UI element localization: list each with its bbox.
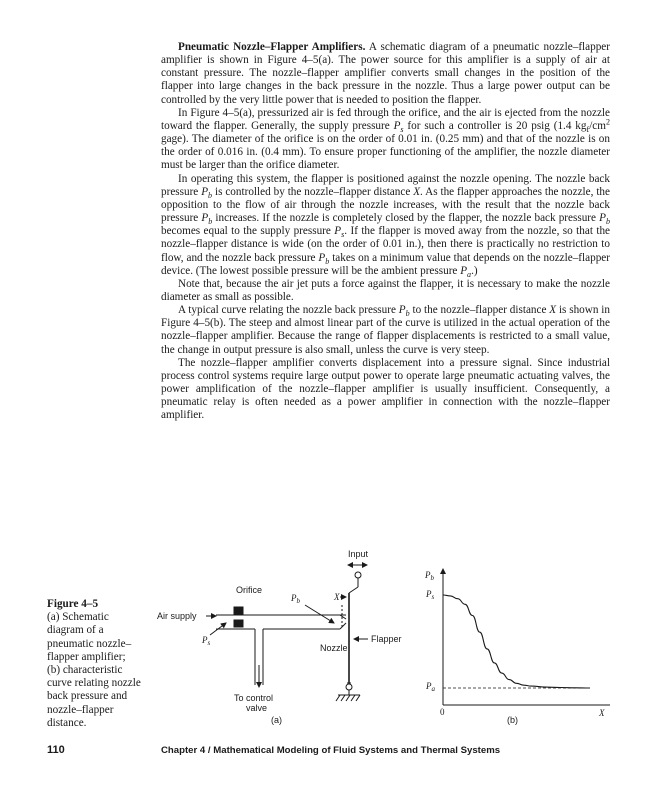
pa-subscript: a [431,685,435,693]
symbol-p: P [599,212,606,225]
p2-text-c: /cm [589,119,606,132]
ps-symbol: P [426,589,432,599]
symbol-p: P [318,251,326,264]
nozzle-taper [340,623,346,629]
symbol-p: P [393,119,401,132]
figure-caption [47,598,152,730]
nozzle-taper-top [340,615,346,619]
paragraph-3 [161,173,610,278]
page-number: 110 [47,744,65,756]
input-label: Input [348,549,369,559]
caption-line: (b) characteristic [47,664,123,677]
caption-line: diagram of a [47,624,104,637]
paragraph-4: Note that, because the air jet puts a force against the flapper, it is necessary to make the nozzle diameter as small as possible. [161,277,610,303]
panel-a-label: (a) [271,715,282,725]
pb-symbol: P [425,570,431,580]
orifice-label: Orifice [236,585,263,595]
ground-hatch [356,695,360,701]
subscript-b: b [208,217,213,227]
p3-text-e: becomes equal to the supply pressure [161,225,335,238]
caption-line: flapper amplifier; [47,650,126,663]
caption-line: back pressure and [47,690,128,703]
pb-subscript: b [296,597,300,605]
air-supply-label: Air supply [157,611,197,621]
symbol-p: P [334,225,342,238]
p3-text-d: increases. If the nozzle is completely closed by the flapper, the nozzle back pressure [212,212,600,225]
body-text [161,41,610,423]
orifice-bottom [234,620,243,627]
pb-curve [443,595,590,688]
flapper-label: Flapper [371,634,402,644]
orifice-top [234,607,243,614]
ground-hatch [341,695,345,701]
subscript-b: b [325,256,330,266]
pa-tick-label [425,681,436,693]
ground-hatch [336,695,340,701]
nozzle-label: Nozzle [320,643,348,653]
caption-line: distance. [47,716,87,729]
subscript-a: a [467,269,472,279]
figure-4-5 [150,545,620,725]
paragraph-1-text: A schematic diagram of a pneumatic nozzle–flapper amplifier is shown in Figure 4–5(a). The power source for this amplifier is a supply of air at constant pressure. The nozzle–flapper amplifier converts small changes in the position of the flapper into large changes in the back pressure in the nozzle. Thus a large power output can be controlled by the very little power that is needed to position the flapper. [161,41,610,106]
ground-hatch [351,695,355,701]
x-axis-label: X [599,708,605,718]
flapper-pivot [346,684,352,690]
nozzle-pointer [305,605,334,623]
superscript-2: 2 [605,117,610,127]
subscript-s: s [341,230,345,240]
p2-text-d: gage). The diameter of the orifice is on the order of 0.01 in. (0.25 mm) and that of the nozzle is on the order of 0.016 in. (0.4 mm). To ensure proper functioning of the amplifier, the nozzle diameter must be larger than the orifice diameter. [161,133,610,172]
p3-text-b: is controlled by the nozzle–flapper distance [212,185,414,198]
schematic-a [157,549,402,725]
to-control-label: To control [234,693,274,703]
y-axis-label [424,570,435,582]
p2-text-a: In Figure 4–5(a), pressurized air is fed through the orifice, and the air is ejected from the nozzle toward the flapper. Generally, the supply pressure [161,106,610,132]
caption-line: nozzle–flapper [47,703,114,716]
input-pivot [355,572,361,578]
subscript-b: b [208,190,213,200]
p5-text-a: A typical curve relating the nozzle back pressure [178,304,399,317]
symbol-x: X [413,185,421,198]
valve-label: valve [246,703,268,713]
chart-b [424,569,610,725]
ps-label-a [201,635,211,647]
caption-line: (a) Schematic [47,611,109,624]
symbol-p: P [398,304,406,317]
subscript-b: b [405,309,410,319]
figure-label: Figure 4–5 [47,598,99,610]
ground-hatch [346,695,350,701]
paragraph-2 [161,107,610,173]
symbol-p: P [460,264,468,277]
page-footer [47,744,627,760]
pa-symbol: P [426,681,432,691]
section-heading: Pneumatic Nozzle–Flapper Amplifiers. [178,41,366,53]
symbol-x: X [549,304,557,317]
chapter-title: Chapter 4 / Mathematical Modeling of Fluid Systems and Thermal Systems [161,745,501,756]
panel-b-label: (b) [507,715,518,725]
paragraph-5 [161,304,610,357]
ps-tick-label [425,589,435,601]
p3-text-g: takes on a minimum value that depends on the nozzle–flapper device. (The lowest possible pressure will be the ambient pressure [161,251,610,277]
paragraph-1 [161,41,610,107]
symbol-p: P [201,212,209,225]
paragraph-6: The nozzle–flapper amplifier converts displacement into a pressure signal. Since industrial process control systems require large output power to operate large pneumatic actuating valves, the power amplification of the nozzle–flapper amplifier is usually insufficient. Consequently, a pneumatic relay is often needed as a power amplifier in connection with the nozzle–flapper amplifier. [161,356,610,422]
figure-svg [150,545,620,725]
p3-text-h: .) [471,264,478,277]
caption-line: curve relating nozzle [47,677,141,690]
subscript-f: f [586,125,590,135]
p3-text-f: . If the flapper is moved away from the nozzle, so that the nozzle–flapper distance is wide (on the order of 0.01 in.), then there is practically no restriction to flow, and the nozzle back pressure [161,225,611,264]
x-origin-label: 0 [440,707,445,717]
subscript-b: b [605,217,610,227]
p5-text-c: is shown in Figure 4–5(b). The steep and almost linear part of the curve is utilized in the actual operation of the nozzle–flapper amplifier. Because the range of flapper displacements is restricted to a small value, the change in output pressure is also small, unless the curve is very steep. [161,304,610,356]
pb-label-a [290,593,301,605]
input-link-2 [349,587,358,593]
p3-text-c: . As the flapper approaches the nozzle, the opposition to the flow of air through the nozzle increases, with the result that the nozzle back pressure [161,185,610,225]
p3-text-a: In operating this system, the flapper is positioned against the nozzle opening. The nozzle back pressure [161,172,610,198]
ps-subscript: s [207,639,211,647]
ps-symbol: P [202,635,208,645]
pb-subscript: b [430,574,434,582]
subscript-s: s [400,125,404,135]
ps-subscript: s [431,593,435,601]
p2-text-b: for such a controller is 20 psig (1.4 kg [403,119,587,132]
symbol-p: P [201,185,209,198]
pb-symbol: P [291,593,297,603]
x-label: X [334,592,340,602]
caption-line: pneumatic nozzle– [47,637,132,650]
p5-text-b: to the nozzle–flapper distance [409,304,550,317]
